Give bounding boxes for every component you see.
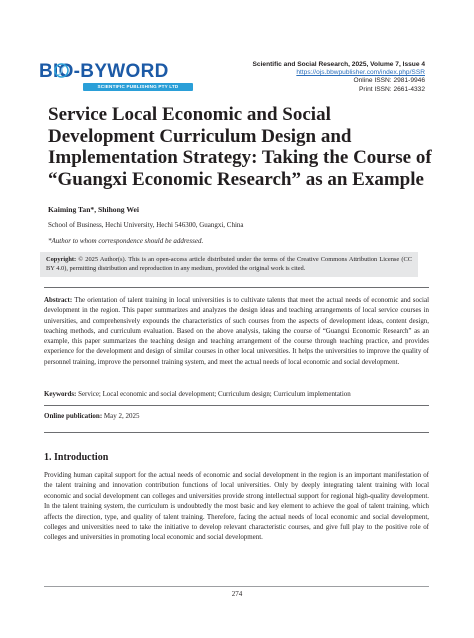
- publisher-logo-text: BIO-BYWORD: [39, 61, 169, 82]
- footer-divider: [44, 586, 429, 587]
- divider: [44, 432, 429, 433]
- publication-label: Online publication:: [44, 412, 103, 420]
- journal-print-issn: Print ISSN: 2661-4332: [359, 85, 425, 93]
- abstract: [44, 295, 429, 367]
- keywords-text: Service; Local economic and social development; Curriculum design; Curriculum implementation: [76, 390, 351, 398]
- copyright-box: [40, 252, 418, 277]
- copyright-text: © 2025 Author(s). This is an open-access article distributed under the terms of the Creative Commons Attribution License (CC BY 4.0), permitting distribution and reproduction in any medium, provided the original work is cited.: [46, 256, 412, 272]
- online-publication: [44, 412, 140, 420]
- abstract-label: Abstract:: [44, 296, 73, 304]
- dna-helix-icon: [54, 63, 69, 78]
- abstract-text: The orientation of talent training in local universities is to cultivate talents that meet the actual needs of economic and social development in the region. This paper summarizes and analyzes the design ideas and teaching arrangements of local service courses in universities, and comprehensively expounds the characteristics of such courses from the aspects of development ideas, content design, teaching methods, and curriculum evaluation. Based on the above analysis, taking the course of “Guangxi Economic Research” as an example, this paper summarizes the teaching design and teaching arrangement of the course through teaching practice, and provides experience for the development and design of similar courses in other local universities. It helps the universities to improve the quality of personnel training, improve the personnel training system, and meet the actual needs of local economic and social development.: [44, 296, 429, 366]
- publisher-logo: [39, 62, 194, 96]
- article-title: Service Local Economic and Social Development Curriculum Design and Implementation Strategy: Taking the Course of “Guangxi Economic Research” as an Example: [48, 104, 432, 190]
- journal-url-link[interactable]: https://ojs.bbwpublisher.com/index.php/SSR: [296, 69, 425, 77]
- keywords-label: Keywords:: [44, 390, 77, 398]
- journal-online-issn: Online ISSN: 2981-9946: [353, 77, 425, 85]
- journal-info: [205, 61, 425, 94]
- copyright-label: Copyright:: [46, 256, 77, 263]
- author-affiliation: School of Business, Hechi University, Hechi 546300, Guangxi, China: [48, 221, 244, 229]
- divider: [44, 287, 429, 288]
- article-authors: Kaiming Tan*, Shihong Wei: [48, 205, 140, 214]
- publication-date: May 2, 2025: [102, 412, 140, 420]
- keywords: [44, 389, 429, 399]
- journal-name: Scientific and Social Research, 2025, Volume 7, Issue 4: [252, 61, 425, 68]
- section-heading-introduction: 1. Introduction: [44, 452, 109, 463]
- divider: [44, 405, 429, 406]
- page-number: 274: [231, 590, 243, 598]
- publisher-logo-subtitle: SCIENTIFIC PUBLISHING PTY LTD: [83, 83, 193, 91]
- correspondence-note: *Author to whom correspondence should be addressed.: [48, 237, 204, 245]
- section-body-introduction: Providing human capital support for the actual needs of economic and social development in the region is an important manifestation of the talent training and innovation contribution functions of local universities. Only by deeply integrating talent training with local economic and social development can colleges and universities provide strong intellectual support for regional high-quality development. In the talent training system, the curriculum is undoubtedly the most basic and key element to achieve the goal of talent training, which affects the direction, type, and quality of talent training. Therefore, facing the actual needs of local economic and social development, colleges and universities need to take the initiative to develop relevant characteristic courses, and give full play to the positive role of colleges and universities in promoting local economic and social development.: [44, 471, 429, 542]
